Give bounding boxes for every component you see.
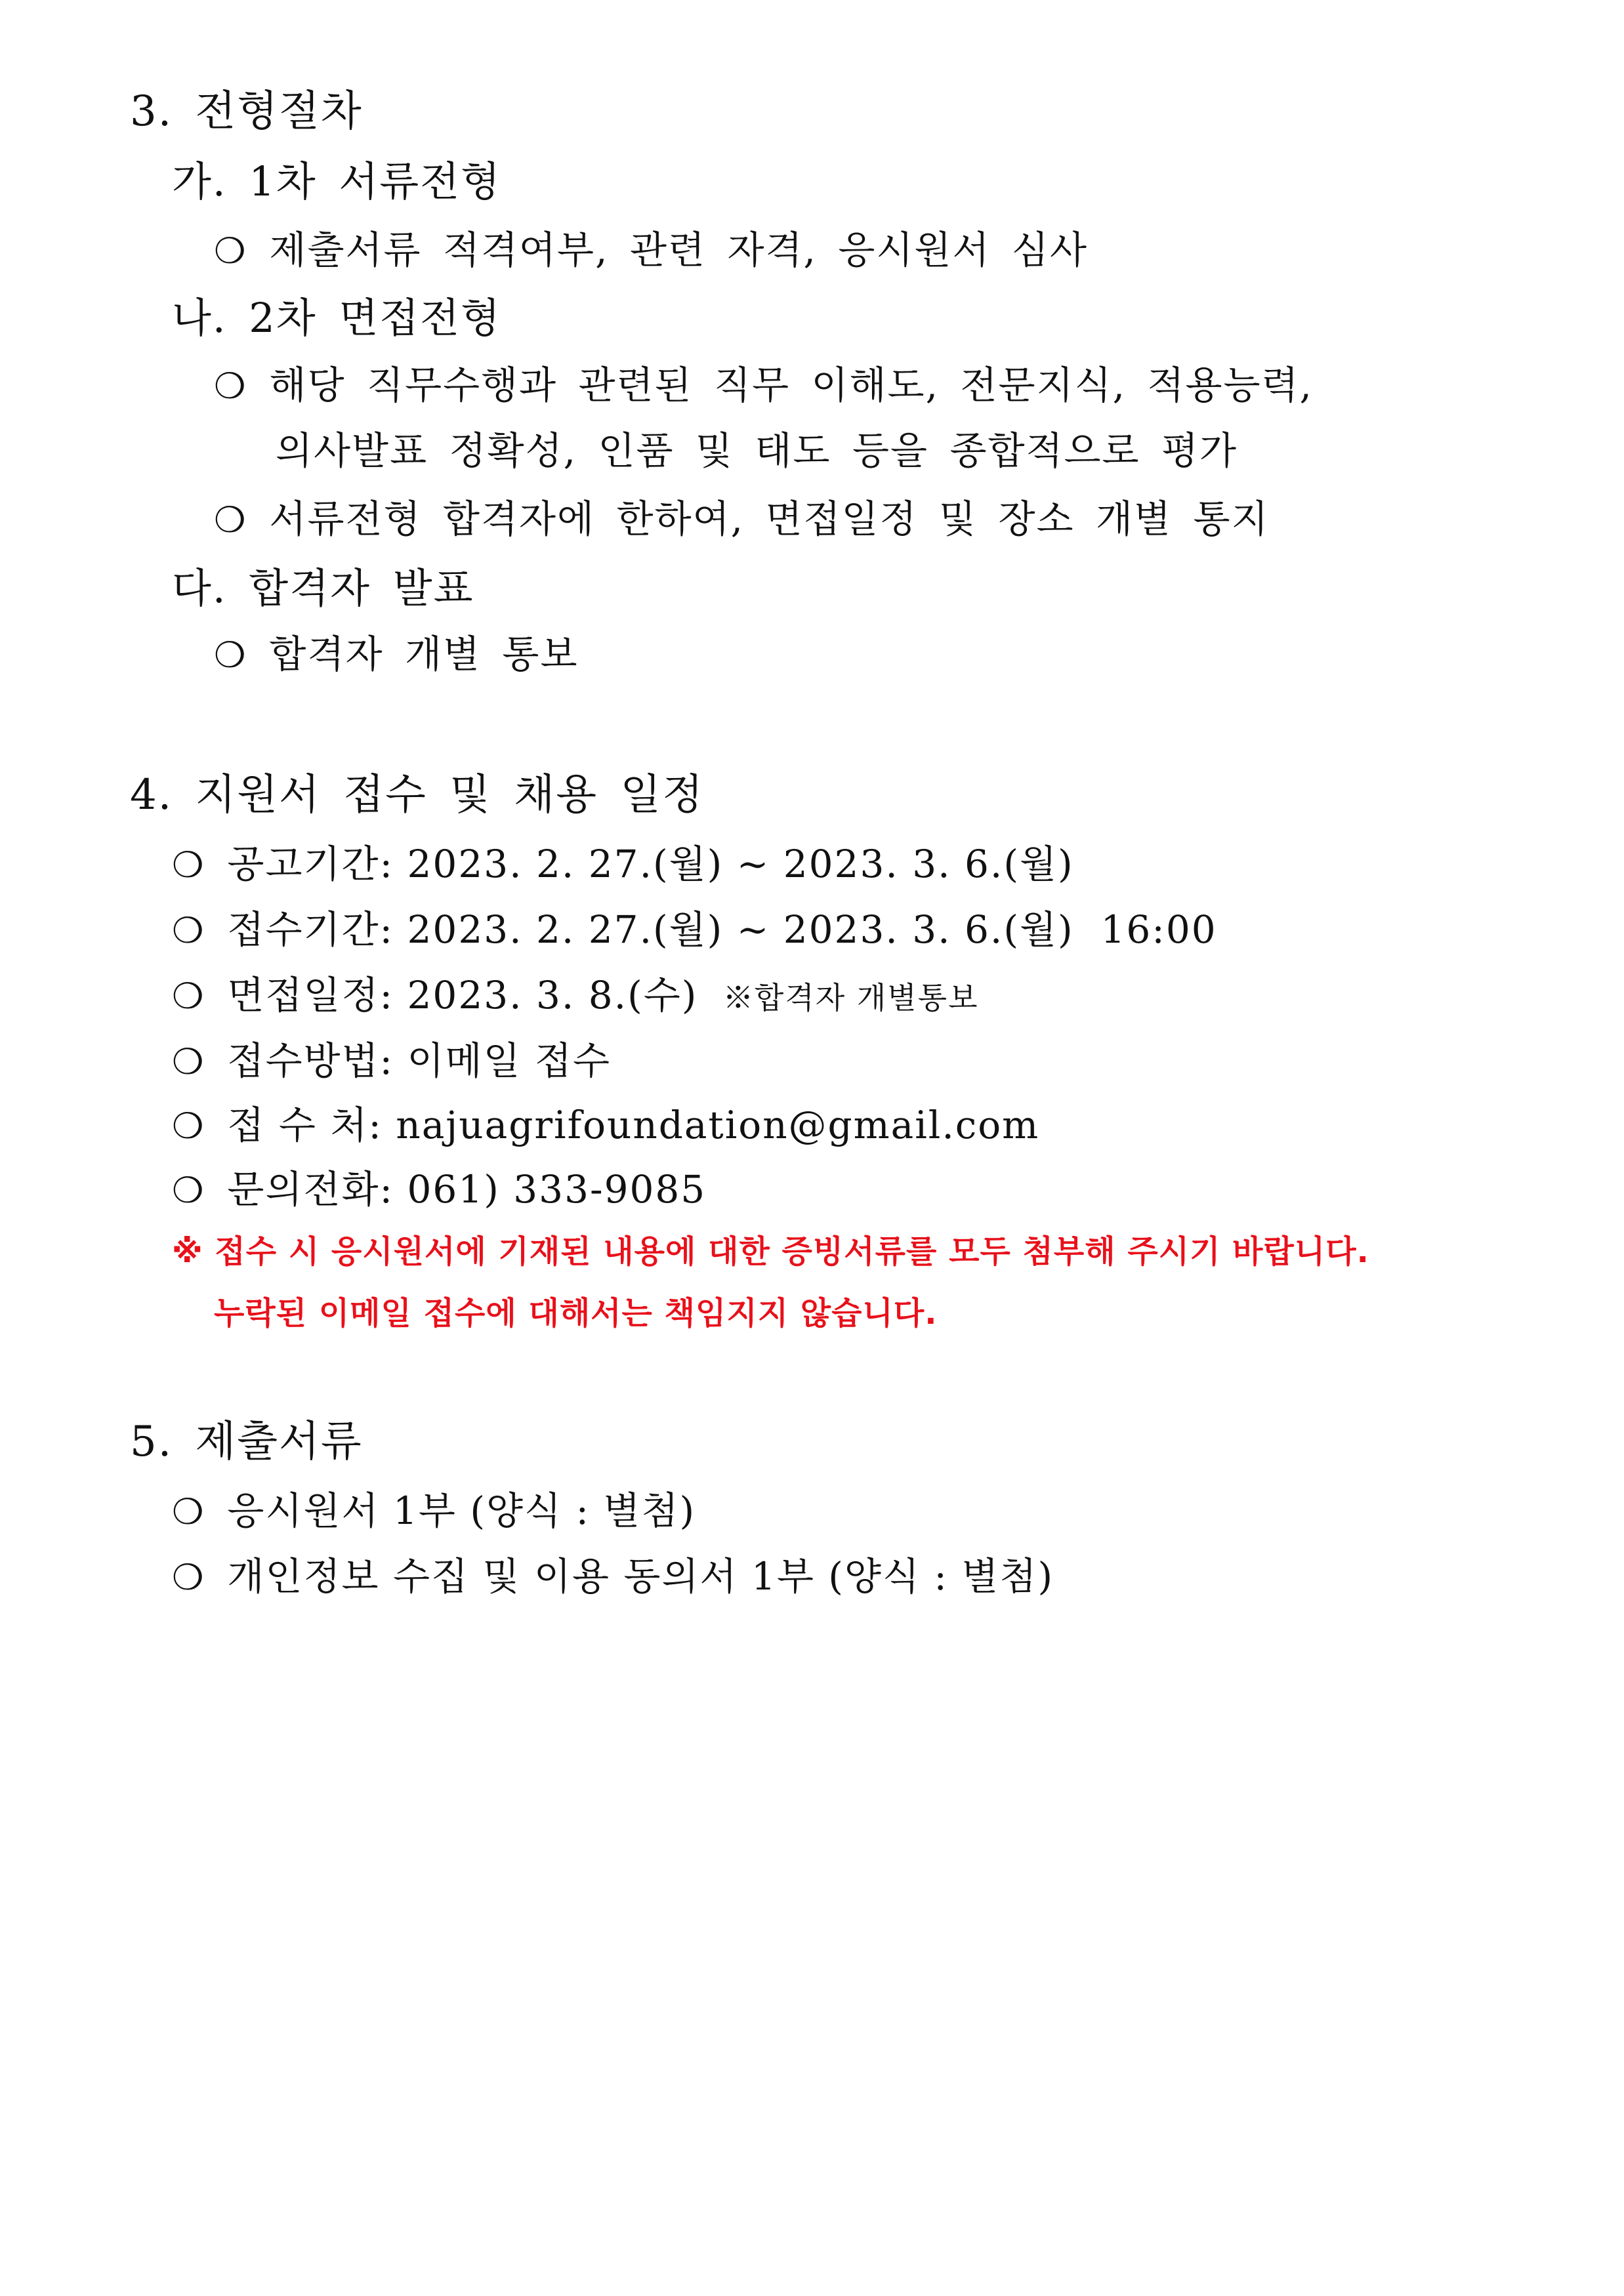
list-item <box>172 1554 1054 1599</box>
circle-bullet-icon: ❍ <box>214 230 247 272</box>
contact-email: 접 수 처: najuagrifoundation@gmail.com <box>227 1103 1040 1147</box>
list-item <box>172 1103 1040 1147</box>
circle-bullet-icon: ❍ <box>214 365 247 407</box>
item-text: 제출서류 적격여부, 관련 자격, 응시원서 심사 <box>269 228 1088 272</box>
section-4-title: 4. 지원서 접수 및 채용 일정 <box>130 771 705 819</box>
list-item <box>172 973 979 1017</box>
item-continuation: 의사발표 정확성, 인품 및 태도 등을 종합적으로 평가 <box>276 428 1238 473</box>
interview-note: ※합격자 개별통보 <box>722 980 979 1015</box>
item-text: 접수기간: 2023. 2. 27.(월) ∼ 2023. 3. 6.(월) 16:00 <box>227 907 1217 952</box>
list-item <box>214 497 1270 541</box>
section-3-title: 3. 전형절차 <box>130 87 363 136</box>
circle-bullet-icon: ❍ <box>172 1491 205 1532</box>
item-text: 응시원서 1부 (양식 : 별첨) <box>227 1488 696 1533</box>
item-text: 합격자 개별 통보 <box>269 632 579 676</box>
circle-bullet-icon: ❍ <box>172 844 205 886</box>
item-text: 서류전형 합격자에 한하여, 면접일정 및 장소 개별 통지 <box>269 497 1270 541</box>
circle-bullet-icon: ❍ <box>172 910 205 951</box>
contact-phone: 문의전화: 061) 333-9085 <box>227 1167 707 1212</box>
circle-bullet-icon: ❍ <box>172 1041 205 1082</box>
notice-line-2: 누락된 이메일 접수에 대해서는 책임지지 않습니다. <box>214 1295 938 1332</box>
list-item <box>214 632 579 676</box>
list-item <box>172 1488 696 1533</box>
circle-bullet-icon: ❍ <box>172 1557 205 1598</box>
list-item <box>214 228 1088 272</box>
subsection-ga-title: 가. 1차 서류전형 <box>172 157 501 205</box>
item-text: 개인정보 수집 및 이용 동의서 1부 (양식 : 별첨) <box>227 1554 1054 1599</box>
list-item <box>172 1167 707 1212</box>
notice-line-1: ※ 접수 시 응시원서에 기재된 내용에 대한 증빙서류를 모두 첨부해 주시기 바랍니다. <box>172 1233 1369 1270</box>
circle-bullet-icon: ❍ <box>172 975 205 1017</box>
item-text: 면접일정: 2023. 3. 8.(수) <box>227 973 698 1017</box>
subsection-na-title: 나. 2차 면접전형 <box>172 294 501 342</box>
list-item <box>214 363 1313 407</box>
list-item <box>172 907 1217 952</box>
list-item <box>172 842 1074 886</box>
circle-bullet-icon: ❍ <box>172 1170 205 1211</box>
circle-bullet-icon: ❍ <box>172 1105 205 1147</box>
subsection-da-title: 다. 합격자 발표 <box>172 564 474 612</box>
item-text: 공고기간: 2023. 2. 27.(월) ∼ 2023. 3. 6.(월) <box>227 842 1074 886</box>
section-5-title: 5. 제출서류 <box>130 1418 363 1466</box>
circle-bullet-icon: ❍ <box>214 499 247 541</box>
item-text: 해당 직무수행과 관련된 직무 이해도, 전문지식, 적용능력, <box>269 363 1313 407</box>
item-text: 접수방법: 이메일 접수 <box>227 1038 612 1083</box>
list-item <box>172 1038 612 1083</box>
circle-bullet-icon: ❍ <box>214 634 247 676</box>
